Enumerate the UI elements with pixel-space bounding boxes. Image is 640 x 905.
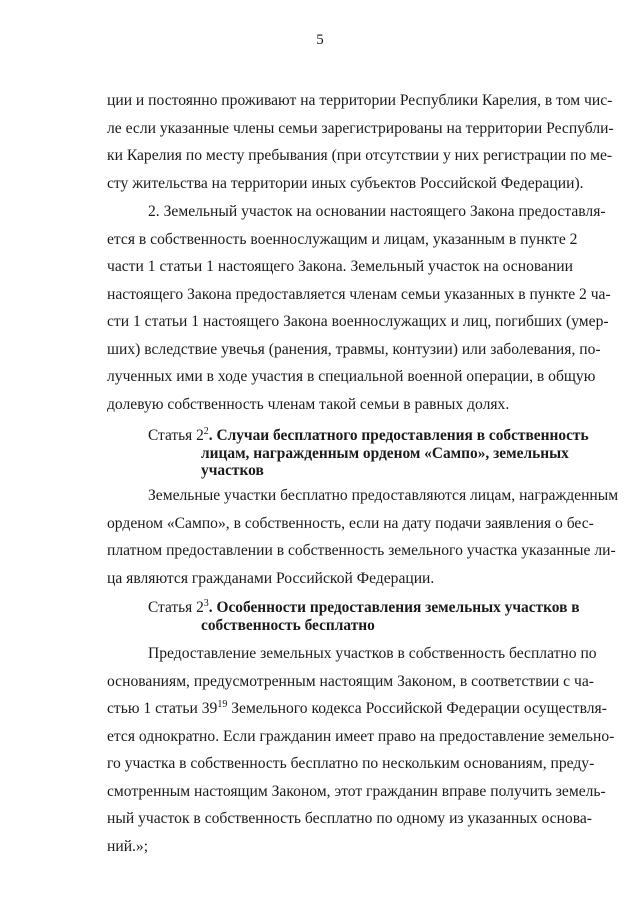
paragraph-line: ции и постоянно проживают на территории Республики Карелия, в том чис- [107, 92, 613, 109]
paragraph-line: ний.»; [107, 838, 149, 855]
article-superscript: 3 [203, 598, 209, 609]
page-number: 5 [316, 32, 324, 48]
paragraph-line [107, 699, 607, 719]
paragraph-line: ный участок в собственность бесплатно по одному из указанных основа- [107, 810, 593, 827]
article-title: участков [201, 462, 264, 479]
paragraph-line: лученных ими в ходе участия в специальной военной операции, в общую [107, 368, 596, 385]
article-heading [148, 426, 589, 446]
paragraph-line: смотренным настоящим Законом, этот гражданин вправе получить земель- [107, 783, 606, 800]
paragraph-line: ших) вследствие увечья (ранения, травмы, контузии) или заболевания, по- [107, 341, 601, 358]
paragraph-line: сти 1 статьи 1 настоящего Закона военнослужащих и лиц, погибших (умер- [107, 313, 609, 330]
paragraph-line: ется в собственность военнослужащим и лицам, указанным в пункте 2 [107, 231, 578, 248]
paragraph-line: Земельные участки бесплатно предоставляются лицам, награжденным [148, 487, 619, 504]
article-heading [148, 598, 580, 618]
article-title: . Случаи бесплатного предоставления в собственность [208, 427, 589, 444]
line-text: стью 1 статьи 39 [107, 700, 218, 717]
article-title: лицам, награжденным орденом «Сампо», земельных [201, 445, 569, 462]
paragraph-line: основаниям, предусмотренным настоящим Законом, в соответствии с ча- [107, 673, 594, 690]
article-prefix: Статья 2 [148, 599, 204, 616]
article-title: . Особенности предоставления земельных участков в [208, 599, 580, 616]
article-number-superscript: 19 [217, 699, 228, 710]
paragraph-line: ется однократно. Если гражданин имеет право на предоставление земельно- [107, 728, 615, 745]
article-title-line [201, 461, 264, 481]
paragraph-line: ки Карелия по месту пребывания (при отсутствии у них регистрации по ме- [107, 147, 613, 164]
paragraph-line: орденом «Сампо», в собственность, если на дату подачи заявления о бес- [107, 515, 594, 532]
paragraph-line: ца являются гражданами Российской Федерации. [107, 570, 435, 587]
article-prefix: Статья 2 [148, 427, 204, 444]
paragraph-line: 2. Земельный участок на основании настоящего Закона предоставля- [148, 203, 606, 220]
paragraph-line: настоящего Закона предоставляется членам семьи указанных в пункте 2 ча- [107, 286, 611, 303]
paragraph-line: платном предоставлении в собственность земельного участка указанные ли- [107, 542, 616, 559]
paragraph-line: го участка в собственность бесплатно по нескольким основаниям, преду- [107, 755, 595, 772]
article-title-line [201, 616, 375, 636]
paragraph-line: части 1 статьи 1 настоящего Закона. Земельный участок на основании [107, 258, 573, 275]
paragraph-line: Предоставление земельных участков в собственность бесплатно по [148, 645, 597, 662]
paragraph-line: долевую собственность членам такой семьи в равных долях. [107, 396, 510, 413]
paragraph-line: сту жительства на территории иных субъектов Российской Федерации). [107, 175, 584, 192]
line-text: Земельного кодекса Российской Федерации осуществля- [227, 700, 607, 717]
article-title: собственность бесплатно [201, 617, 375, 634]
paragraph-line: ле если указанные члены семьи зарегистрированы на территории Республи- [107, 120, 614, 137]
article-superscript: 2 [203, 426, 209, 437]
